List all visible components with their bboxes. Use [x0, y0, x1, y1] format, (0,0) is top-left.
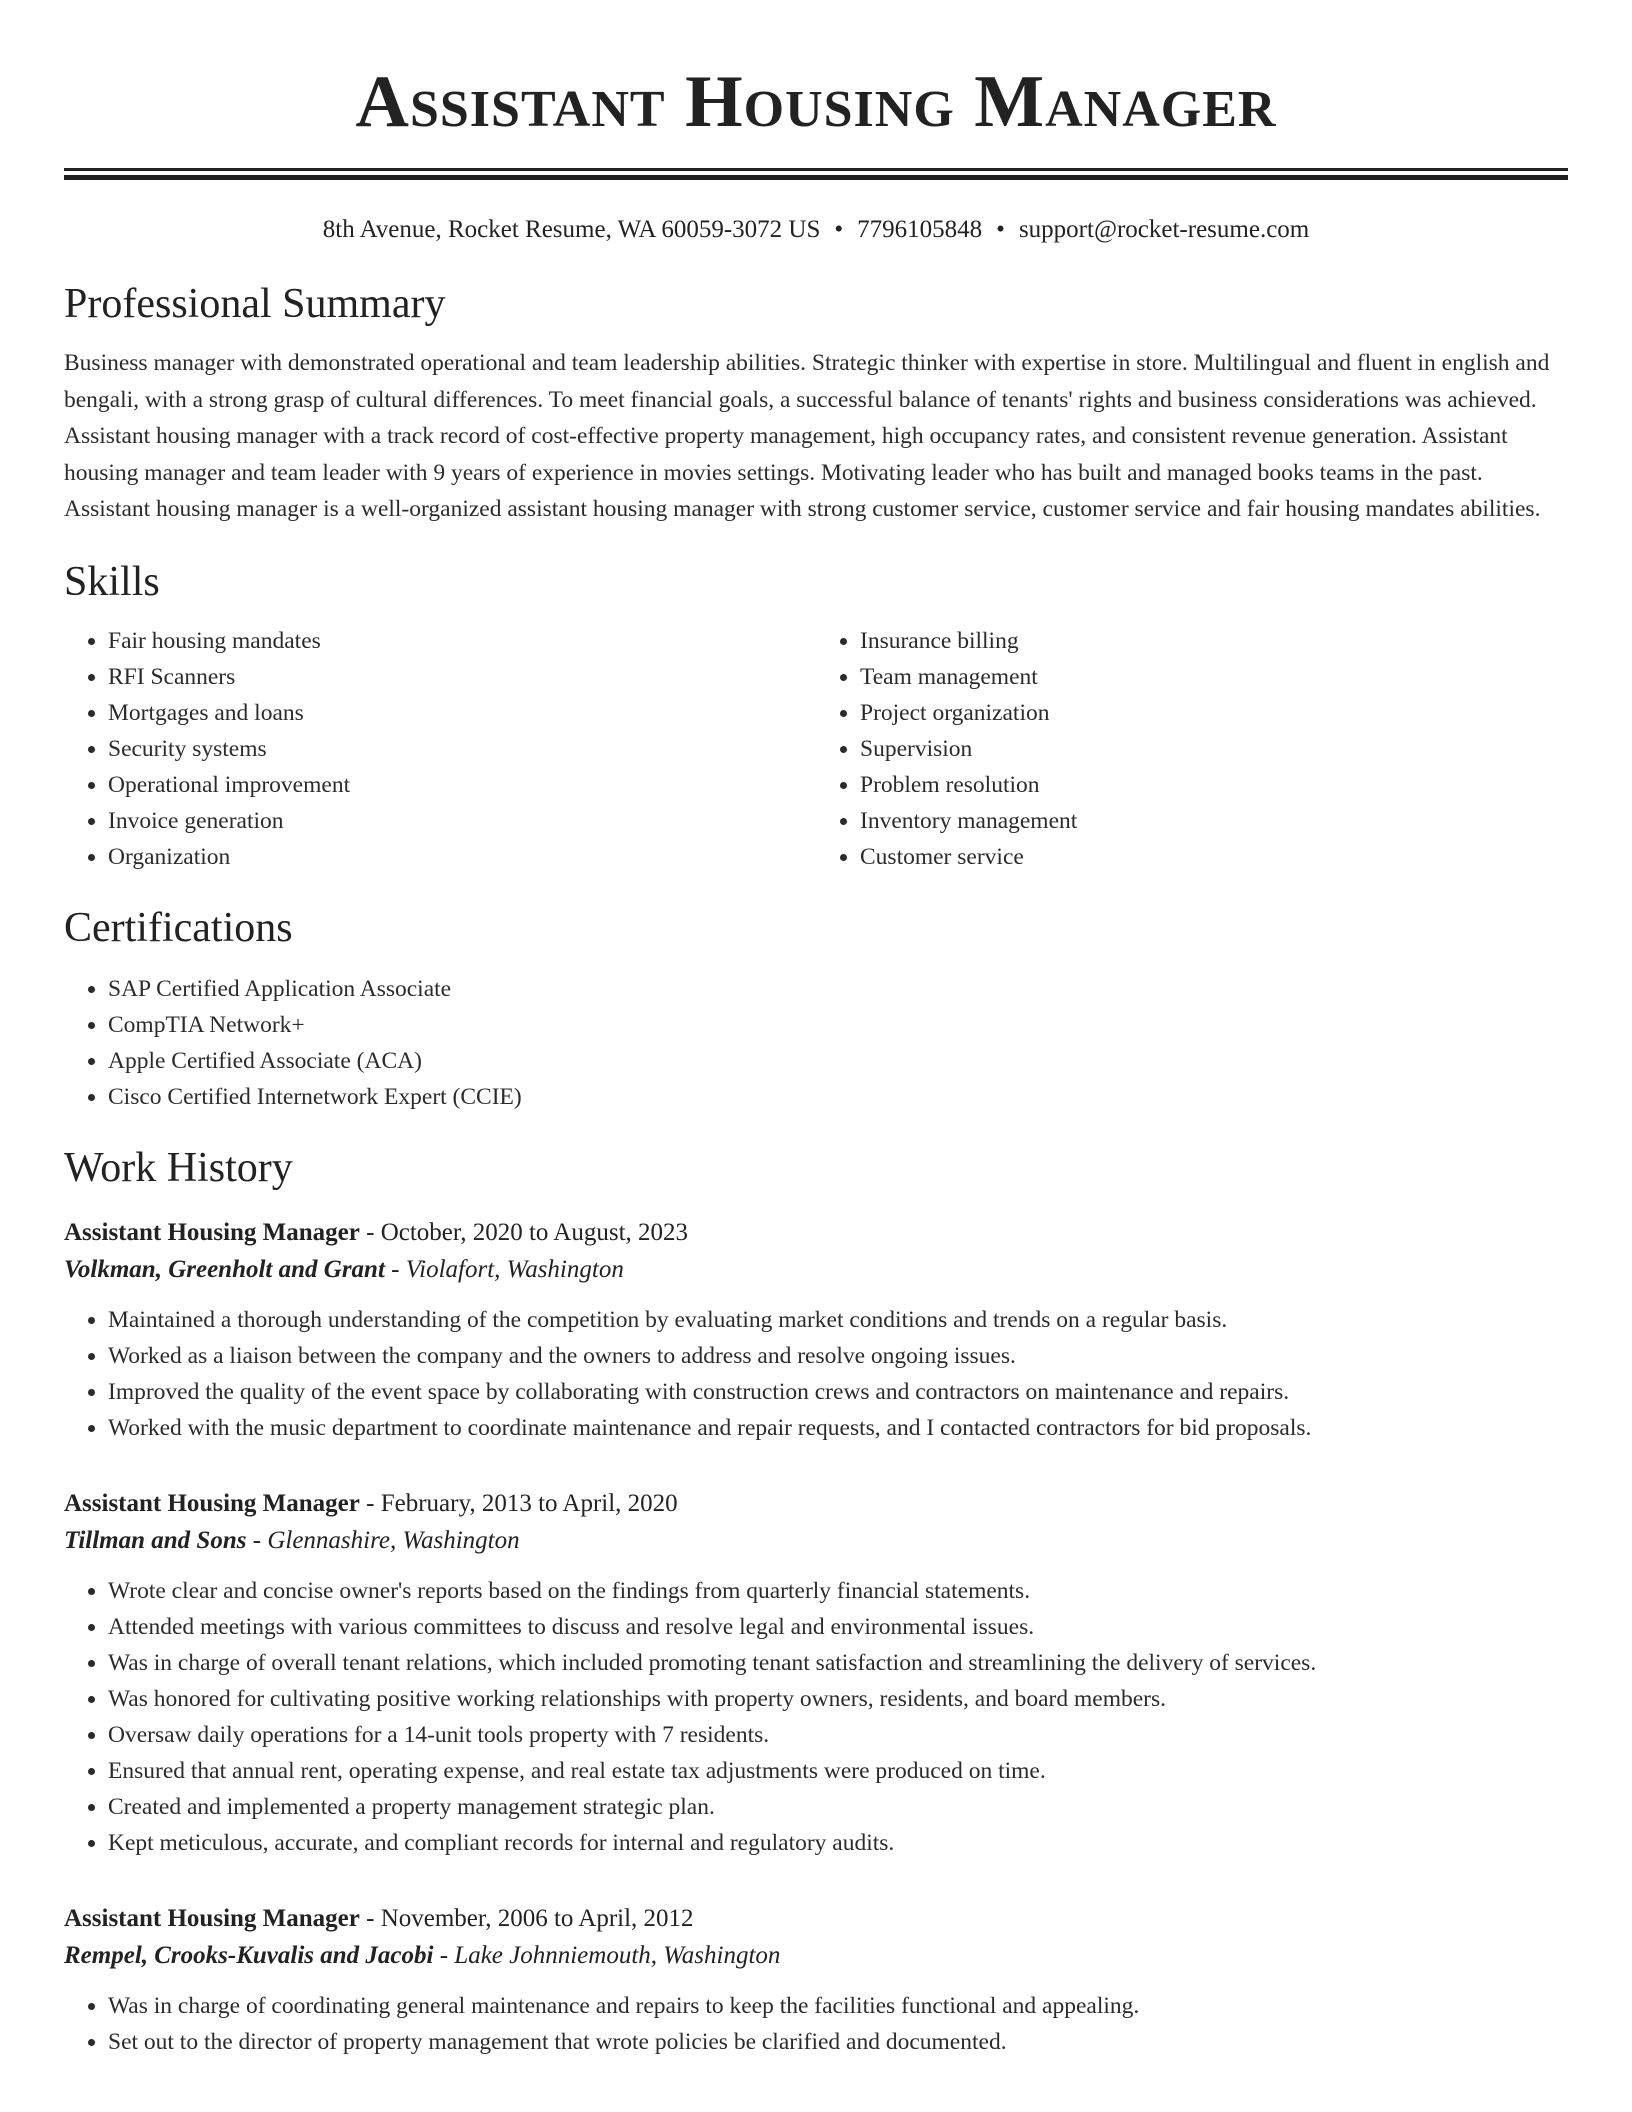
- skill-item: • Fair housing mandates: [108, 623, 816, 659]
- job-bullets: [64, 1302, 1568, 1446]
- job-title: Assistant Housing Manager: [64, 1904, 360, 1932]
- certifications-list: [64, 971, 1568, 1115]
- resume-page: [64, 0, 1568, 2060]
- skill-item: • RFI Scanners: [108, 659, 816, 695]
- job-dates: February, 2013 to April, 2020: [380, 1489, 678, 1517]
- job-dates: November, 2006 to April, 2012: [380, 1904, 694, 1932]
- job-bullet: • Was honored for cultivating positive working relationships with property owners, residents, and board members.: [108, 1681, 1568, 1717]
- certification-item: • SAP Certified Application Associate: [108, 971, 1568, 1007]
- job-location: Violafort, Washington: [405, 1255, 624, 1283]
- job-entry: [64, 1215, 1568, 1446]
- contact-line: [64, 214, 1568, 246]
- contact-separator: •: [834, 216, 844, 243]
- job-company-line: Tillman and Sons - Glennashire, Washington: [64, 1526, 520, 1554]
- job-entry: [64, 1486, 1568, 1861]
- job-bullet: • Wrote clear and concise owner's reports based on the findings from quarterly financial statements.: [108, 1573, 1568, 1609]
- skill-item: • Customer service: [860, 839, 1568, 875]
- skill-item: • Problem resolution: [860, 767, 1568, 803]
- job-title-line: Assistant Housing Manager - February, 2013 to April, 2020: [64, 1489, 678, 1517]
- certification-item: • CompTIA Network+: [108, 1007, 1568, 1043]
- skill-item: • Team management: [860, 659, 1568, 695]
- certifications-heading: Certifications: [64, 904, 293, 951]
- job-company: Rempel, Crooks-Kuvalis and Jacobi: [64, 1941, 434, 1969]
- job-dates: October, 2020 to August, 2023: [380, 1218, 689, 1246]
- skills-left-list: [64, 623, 816, 875]
- job-bullet: • Kept meticulous, accurate, and compliant records for internal and regulatory audits.: [108, 1825, 1568, 1861]
- job-bullet: • Ensured that annual rent, operating expense, and real estate tax adjustments were produced on time.: [108, 1753, 1568, 1789]
- summary-heading: Professional Summary: [64, 281, 446, 327]
- work-history-heading: Work History: [64, 1144, 293, 1191]
- skill-item: • Supervision: [860, 731, 1568, 767]
- job-bullet: • Was in charge of overall tenant relations, which included promoting tenant satisfaction and streamlining the delivery of services.: [108, 1645, 1568, 1681]
- job-title-line: Assistant Housing Manager - November, 2006 to April, 2012: [64, 1904, 694, 1932]
- job-bullet: • Worked as a liaison between the company and the owners to address and resolve ongoing issues.: [108, 1338, 1568, 1374]
- job-location: Lake Johnniemouth, Washington: [454, 1941, 781, 1969]
- contact-separator: •: [996, 216, 1005, 243]
- summary-text: Business manager with demonstrated operational and team leadership abilities. Strategic thinker with expertise in store. Multilingual and fluent in english and bengali, with a strong grasp of cultural differences. To meet financial goals, a successful balance of tenants' rights and business considerations was achieved. Assistant housing manager with a track record of cost-effective property management, high occupancy rates, and consistent revenue generation. Assistant housing manager and team leader with 9 years of experience in movies settings. Motivating leader who has built and managed books teams in the past. Assistant housing manager is a well-organized assistant housing manager with strong customer service, customer service and fair housing mandates abilities.: [64, 350, 1550, 522]
- job-bullet: • Worked with the music department to coordinate maintenance and repair requests, and I contacted contractors for bid proposals.: [108, 1410, 1568, 1446]
- job-location: Glennashire, Washington: [267, 1526, 520, 1554]
- job-bullet: • Attended meetings with various committees to discuss and resolve legal and environmental issues.: [108, 1609, 1568, 1645]
- job-company: Tillman and Sons: [64, 1526, 247, 1554]
- job-bullet: • Oversaw daily operations for a 14-unit tools property with 7 residents.: [108, 1717, 1568, 1753]
- job-bullet: • Was in charge of coordinating general maintenance and repairs to keep the facilities functional and appealing.: [108, 1988, 1568, 2024]
- contact-email: support@rocket-resume.com: [1018, 216, 1310, 243]
- job-title: Assistant Housing Manager: [64, 1489, 360, 1517]
- certification-item: • Apple Certified Associate (ACA): [108, 1043, 1568, 1079]
- job-title-line: Assistant Housing Manager - October, 2020 to August, 2023: [64, 1218, 689, 1246]
- skills-heading: Skills: [64, 558, 160, 605]
- job-company-line: Volkman, Greenholt and Grant - Violafort, Washington: [64, 1255, 624, 1283]
- job-company-line: Rempel, Crooks-Kuvalis and Jacobi - Lake Johnniemouth, Washington: [64, 1941, 781, 1969]
- contact-address: 8th Avenue, Rocket Resume, WA 60059-3072 US: [322, 216, 821, 243]
- skill-item: • Inventory management: [860, 803, 1568, 839]
- skills-columns: [64, 623, 1568, 875]
- skill-item: • Insurance billing: [860, 623, 1568, 659]
- skill-item: • Mortgages and loans: [108, 695, 816, 731]
- job-bullet: • Maintained a thorough understanding of the competition by evaluating market conditions and trends on a regular basis.: [108, 1302, 1568, 1338]
- job-bullet: • Created and implemented a property management strategic plan.: [108, 1789, 1568, 1825]
- skill-item: • Organization: [108, 839, 816, 875]
- job-bullet: • Improved the quality of the event space by collaborating with construction crews and contractors on maintenance and repairs.: [108, 1374, 1568, 1410]
- job-entry: [64, 1901, 1568, 2060]
- job-bullets: [64, 1988, 1568, 2060]
- skill-item: • Project organization: [860, 695, 1568, 731]
- skill-item: • Operational improvement: [108, 767, 816, 803]
- skill-item: • Security systems: [108, 731, 816, 767]
- contact-phone: 7796105848: [857, 216, 983, 243]
- skills-right-list: [816, 623, 1568, 875]
- title-divider: [64, 168, 1568, 180]
- job-bullet: • Set out to the director of property management that wrote policies be clarified and documented.: [108, 2024, 1568, 2060]
- job-company: Volkman, Greenholt and Grant: [64, 1255, 385, 1283]
- resume-title: Assistant Housing Manager: [355, 61, 1277, 143]
- certification-item: • Cisco Certified Internetwork Expert (CCIE): [108, 1079, 1568, 1115]
- skill-item: • Invoice generation: [108, 803, 816, 839]
- job-bullets: [64, 1573, 1568, 1861]
- job-title: Assistant Housing Manager: [64, 1218, 360, 1246]
